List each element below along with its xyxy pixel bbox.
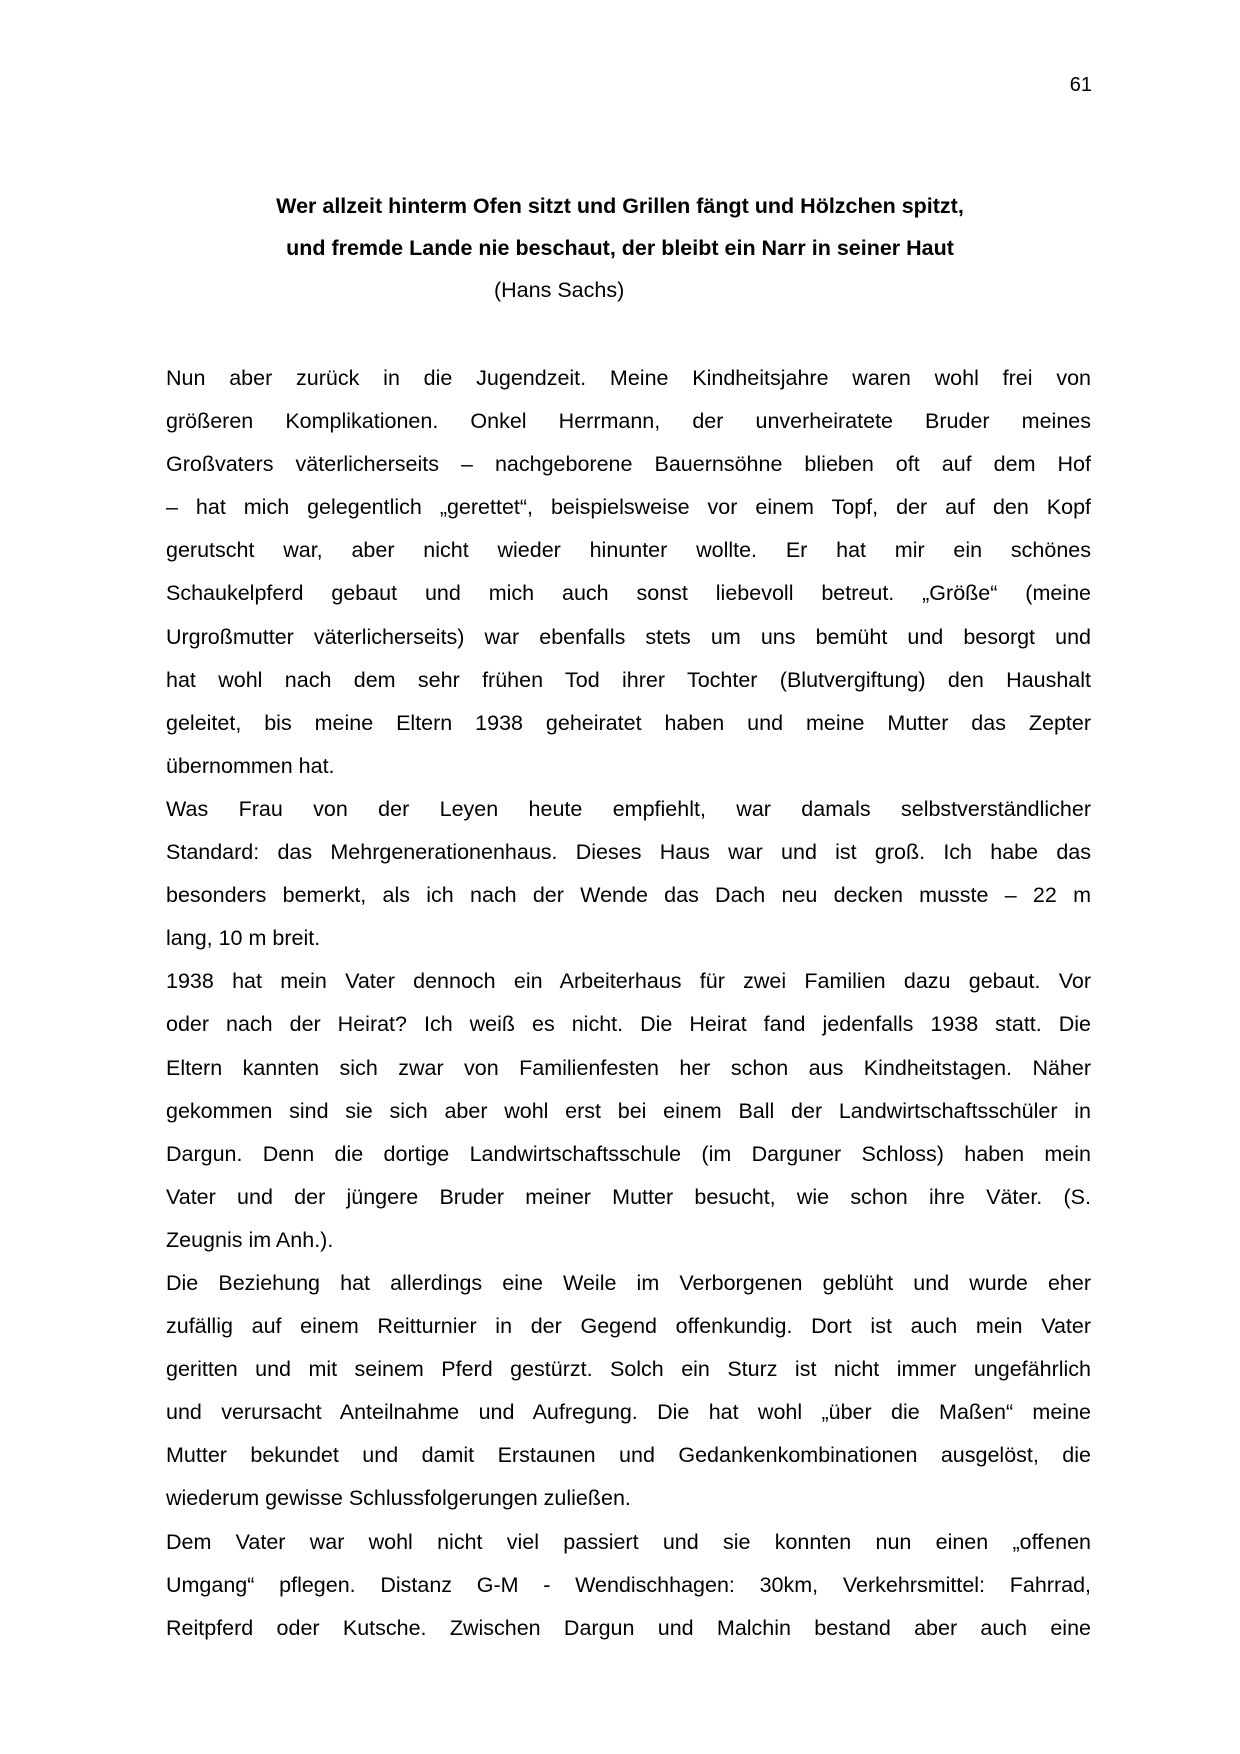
body-line <box>166 922 1091 965</box>
body-line <box>166 1396 1091 1439</box>
body-line <box>166 405 1091 448</box>
body-line <box>166 1482 1091 1525</box>
body-line-text: Eltern kannten sich zwar von Familienfesten her schon aus Kindheitstagen. Näher <box>166 1055 1091 1080</box>
body-line-text: Dargun. Denn die dortige Landwirtschaftsschule (im Darguner Schloss) haben mein <box>166 1141 1091 1166</box>
body-line-text: wiederum gewisse Schlussfolgerungen zuließen. <box>166 1486 631 1511</box>
body-line-text: besonders bemerkt, als ich nach der Wende das Dach neu decken musste – 22 m <box>166 883 1091 908</box>
body-line <box>166 750 1091 793</box>
body-line-text: Nun aber zurück in die Jugendzeit. Meine Kindheitsjahre waren wohl frei von <box>166 366 1091 390</box>
body-line <box>166 491 1091 534</box>
body-line <box>166 707 1091 750</box>
body-line-text: Was Frau von der Leyen heute empfiehlt, war damals selbstverständlicher <box>166 796 1091 821</box>
body-line <box>166 534 1091 577</box>
body-line <box>166 448 1091 491</box>
body-line-text: geritten und mit seinem Pferd gestürzt. Solch ein Sturz ist nicht immer ungefährlich <box>166 1357 1091 1382</box>
body-line <box>166 1008 1091 1051</box>
body-line <box>166 362 1091 405</box>
body-line <box>166 1439 1091 1482</box>
body-line-text: Standard: das Mehrgenerationenhaus. Dieses Haus war und ist groß. Ich habe das <box>166 840 1091 865</box>
body-line <box>166 577 1091 620</box>
body-line-text: geleitet, bis meine Eltern 1938 geheiratet haben und meine Mutter das Zepter <box>166 710 1091 735</box>
body-line <box>166 836 1091 879</box>
body-line <box>166 1310 1091 1353</box>
body-line-text: Vater und der jüngere Bruder meiner Mutter besucht, wie schon ihre Väter. (S. <box>166 1184 1091 1209</box>
body-line-text: Mutter bekundet und damit Erstaunen und Gedankenkombinationen ausgelöst, die <box>166 1443 1091 1468</box>
body-line <box>166 793 1091 836</box>
body-line <box>166 1612 1091 1655</box>
body-line <box>166 664 1091 707</box>
body-line-text: hat wohl nach dem sehr frühen Tod ihrer Tochter (Blutvergiftung) den Haushalt <box>166 667 1091 692</box>
body-line <box>166 879 1091 922</box>
body-line-text: zufällig auf einem Reitturnier in der Gegend offenkundig. Dort ist auch mein Vater <box>166 1314 1091 1339</box>
body-line-text: Schaukelpferd gebaut und mich auch sonst liebevoll betreut. „Größe“ (meine <box>166 581 1091 606</box>
body-line-text: übernommen hat. <box>166 753 335 778</box>
body-line-text: oder nach der Heirat? Ich weiß es nicht. Die Heirat fand jedenfalls 1938 statt. Die <box>166 1012 1091 1037</box>
body-line-text: Dem Vater war wohl nicht viel passiert und sie konnten nun einen „offenen <box>166 1529 1091 1554</box>
body-line-text: 1938 hat mein Vater dennoch ein Arbeiterhaus für zwei Familien dazu gebaut. Vor <box>166 969 1091 994</box>
body-line-text: Urgroßmutter väterlicherseits) war ebenfalls stets um uns bemüht und besorgt und <box>166 624 1091 649</box>
body-line <box>166 1095 1091 1138</box>
body-line <box>166 1224 1091 1267</box>
body-line-text: gekommen sind sie sich aber wohl erst bei einem Ball der Landwirtschaftsschüler in <box>166 1098 1091 1123</box>
body-line-text: Großvaters väterlicherseits – nachgeborene Bauernsöhne blieben oft auf dem Hof <box>166 452 1091 477</box>
body-line <box>166 1267 1091 1310</box>
body-line <box>166 1353 1091 1396</box>
motto-line-2: und fremde Lande nie beschaut, der bleibt ein Narr in seiner Haut <box>286 236 954 260</box>
body-line-text: lang, 10 m breit. <box>166 926 321 951</box>
body-text <box>166 362 1091 1655</box>
body-line <box>166 1138 1091 1181</box>
page-number: 61 <box>1069 74 1092 96</box>
body-line-text: Die Beziehung hat allerdings eine Weile im Verborgenen geblüht und wurde eher <box>166 1270 1091 1295</box>
body-line <box>166 965 1091 1008</box>
body-line-text: Reitpferd oder Kutsche. Zwischen Dargun und Malchin bestand aber auch eine <box>166 1615 1091 1640</box>
body-line-text: Umgang“ pflegen. Distanz G-M - Wendischhagen: 30km, Verkehrsmittel: Fahrrad, <box>166 1572 1091 1597</box>
body-line-text: und verursacht Anteilnahme und Aufregung. Die hat wohl „über die Maßen“ meine <box>166 1400 1091 1425</box>
body-line-text: größeren Komplikationen. Onkel Herrmann, der unverheiratete Bruder meines <box>166 409 1091 434</box>
body-line-text: – hat mich gelegentlich „gerettet“, beispielsweise vor einem Topf, der auf den Kopf <box>166 495 1091 520</box>
motto-line-1: Wer allzeit hinterm Ofen sitzt und Grillen fängt und Hölzchen spitzt, <box>276 194 964 218</box>
body-line <box>166 1181 1091 1224</box>
body-line <box>166 1052 1091 1095</box>
body-line <box>166 1569 1091 1612</box>
body-line-text: gerutscht war, aber nicht wieder hinunter wollte. Er hat mir ein schönes <box>166 538 1091 563</box>
motto-attribution: (Hans Sachs) <box>494 278 625 302</box>
body-line <box>166 1526 1091 1569</box>
body-line-text: Zeugnis im Anh.). <box>166 1227 334 1252</box>
body-line <box>166 621 1091 664</box>
